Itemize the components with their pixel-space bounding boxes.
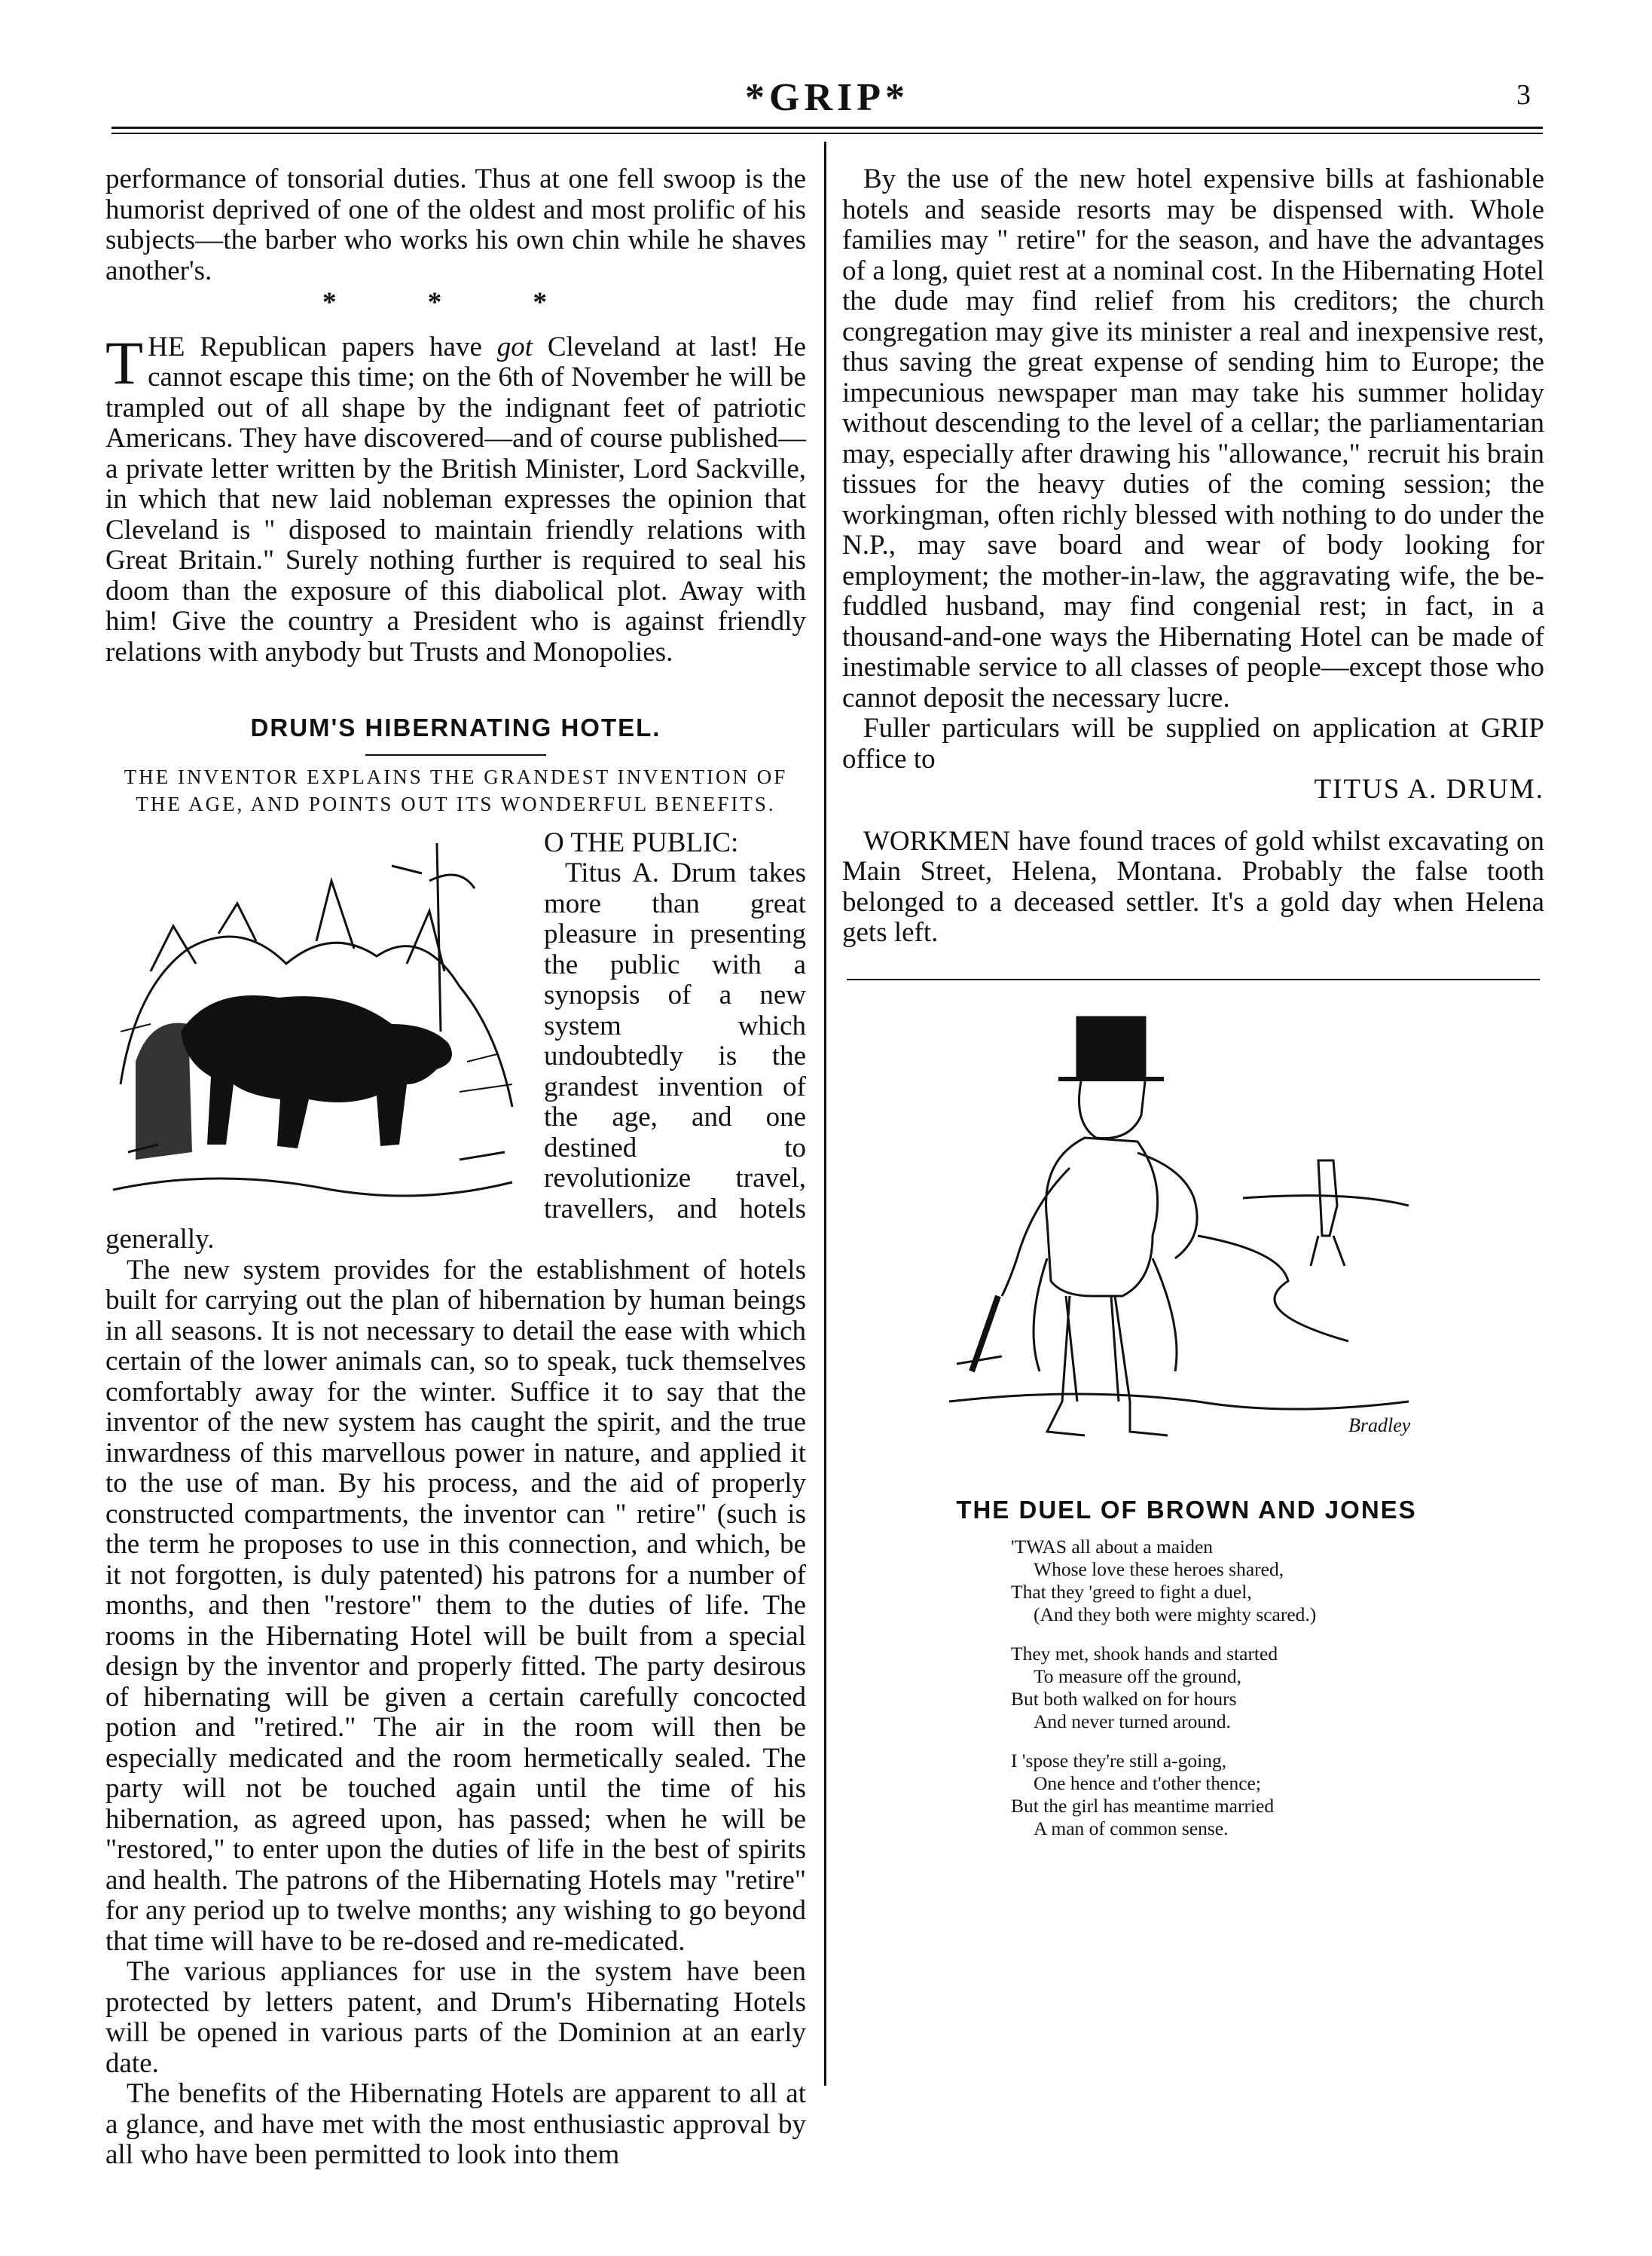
poem-stanza bbox=[1011, 1750, 1538, 1840]
poem-title: THE DUEL OF BROWN AND JONES bbox=[956, 1496, 1417, 1524]
section-separator: * * * bbox=[322, 287, 589, 318]
poem-stanza bbox=[1011, 1643, 1538, 1733]
workmen-paragraph: WORKMEN have found traces of gold whilst excavating on Main Street, Helena, Montana. Probably the false tooth belonged to a deceased settler. It's a gold day when Helena gets left. bbox=[842, 825, 1544, 948]
poem-line: One hence and t'other thence; bbox=[1034, 1772, 1261, 1794]
poem-line: I 'spose they're still a-going, bbox=[1011, 1750, 1227, 1771]
particulars-paragraph: Fuller particulars will be supplied on application at GRIP office to bbox=[842, 713, 1544, 775]
header-rule bbox=[111, 127, 1543, 129]
salutation: O THE PUBLIC: bbox=[544, 827, 739, 858]
masthead bbox=[111, 66, 1543, 119]
article-heading: DRUM'S HIBERNATING HOTEL. bbox=[250, 714, 661, 741]
author-signature: TITUS A. DRUM. bbox=[1314, 774, 1544, 805]
poem bbox=[1011, 1536, 1538, 1857]
cartoonist-signature: Bradley bbox=[1348, 1414, 1411, 1436]
poem-line: But the girl has meantime married bbox=[1011, 1795, 1275, 1817]
duel-cartoon bbox=[927, 1010, 1424, 1447]
page-number: 3 bbox=[1516, 79, 1531, 111]
patent-paragraph: The various appliances for use in the system have been protected by letters patent, and Drum's Hibernating Hotels will be opened in various parts of the Dominion at an early date. bbox=[105, 1956, 806, 2079]
heading-rule bbox=[365, 754, 546, 756]
poem-line: And never turned around. bbox=[1034, 1710, 1231, 1732]
benefits-paragraph: The benefits of the Hibernating Hotels are apparent to all at a glance, and have met with the most enthusiastic approval by all who have been permitted to look into them bbox=[105, 2078, 806, 2170]
right-column bbox=[842, 164, 1544, 980]
poem-stanza bbox=[1011, 1536, 1538, 1626]
poem-line: To measure off the ground, bbox=[1034, 1665, 1242, 1687]
poem-line: Whose love these heroes shared, bbox=[1034, 1558, 1284, 1580]
section-rule bbox=[847, 979, 1540, 980]
publication-title: *GRIP* bbox=[745, 76, 909, 119]
poem-line: A man of common sense. bbox=[1034, 1817, 1229, 1839]
cleveland-paragraph: THE Republican papers have got Cleveland at last! He cannot escape this time; on the 6th of November he will be trampled out of all shape by the indignant feet of patriotic Americans. They have discovered—and of course published—a private letter written by the British Minister, Lord Sackville, in which that new laid nobleman expresses the opinion that Cleveland is " disposed to maintain friendly relations with Great Britain." Surely nothing further is required to seal his doom than the exposure of this diabolical plot. Away with him! Give the country a President who is against friendly relations with anybody but Trusts and Monopolies. bbox=[105, 328, 806, 668]
header-rule-thin bbox=[111, 133, 1543, 134]
poem-line: But both walked on for hours bbox=[1011, 1688, 1237, 1710]
poem-line: 'TWAS all about a maiden bbox=[1011, 1536, 1214, 1557]
poem-line: That they 'greed to fight a duel, bbox=[1011, 1581, 1252, 1603]
benefits-continued-paragraph: By the use of the new hotel expensive bills at fashionable hotels and seaside resorts may be dispensed with. Whole families may " retire" for the season, and have the advantages of a long, quiet rest at a nominal cost. In the Hibernating Hotel the dude may find relief from his creditors; the church congregation may give its minister a real and inexpensive rest, thus saving the great expense of sending him to Europe; the impecunious newspaper man may take his summer holiday without descending to the level of a cellar; the parliamentarian may, especially after drawing his "allowance," recruit his brain tissues for the heavy duties of the coming session; the workingman, often richly blessed with nothing to do under the N.P., may save board and wear of body looking for employment; the mother-in-law, the aggravating wife, the be-fuddled husband, may find congenial rest; in fact, in a thousand-and-one ways the Hibernating Hotel can be made of inestimable service to all classes of people—except those who cannot deposit the necessary lucre. bbox=[842, 164, 1544, 714]
poem-line: They met, shook hands and started bbox=[1011, 1643, 1278, 1664]
system-paragraph: The new system provides for the establishment of hotels built for carrying out the plan of hibernation by human beings in all seasons. It is not necessary to detail the ease with which certain of the lower animals can, so to speak, tuck themselves comfortably away for the winter. Suffice it to say that the inventor of the new system has caught the spirit, and the true inwardness of this marvellous power in nature, and applied it to the use of man. By his process, and the aid of properly constructed compartments, the inventor can " retire" (such is the term he proposes to use in this connection, and which, be it not forgotten, is duly patented) his patrons for a number of months, and then "restore" them to the duties of life. The rooms in the Hibernating Hotel will be built from a special design by the inventor and properly fitted. The party desirous of hibernating will be given a certain carefully concocted potion and "retired." The air in the room will then be especially medicated and the room hermetically sealed. The party will not be touched again until the time of his hibernation, as agreed upon, has passed; when he will be "restored," to enter upon the duties of life in the best of spirits and health. The patrons of the Hibernating Hotels may "retire" for any period up to twelve months; any wishing to go beyond that time will have to be re-dosed and re-medicated. bbox=[105, 1254, 806, 1957]
poem-line: (And they both were mighty scared.) bbox=[1034, 1603, 1317, 1625]
tonsorial-paragraph: performance of tonsorial duties. Thus at one fell swoop is the humorist deprived of one of the oldest and most prolific of his subjects—the barber who works his own chin while he shaves another's. bbox=[105, 164, 806, 286]
intro-paragraph: Titus A. Drum takes more than great pleasure in presenting the public with a synopsis of a new system which undoubtedly is the grandest invention of the age, and one destined to revolutionize travel, travellers, and hotels generally. bbox=[105, 857, 806, 1255]
left-column bbox=[105, 164, 806, 2171]
bear-illustration bbox=[105, 836, 527, 1217]
article-subheading: THE INVENTOR EXPLAINS THE GRANDEST INVENTION OF THE AGE, AND POINTS OUT ITS WONDERFUL BENEFITS. bbox=[124, 765, 788, 815]
column-divider bbox=[824, 142, 826, 2086]
drop-cap: T bbox=[105, 328, 144, 397]
